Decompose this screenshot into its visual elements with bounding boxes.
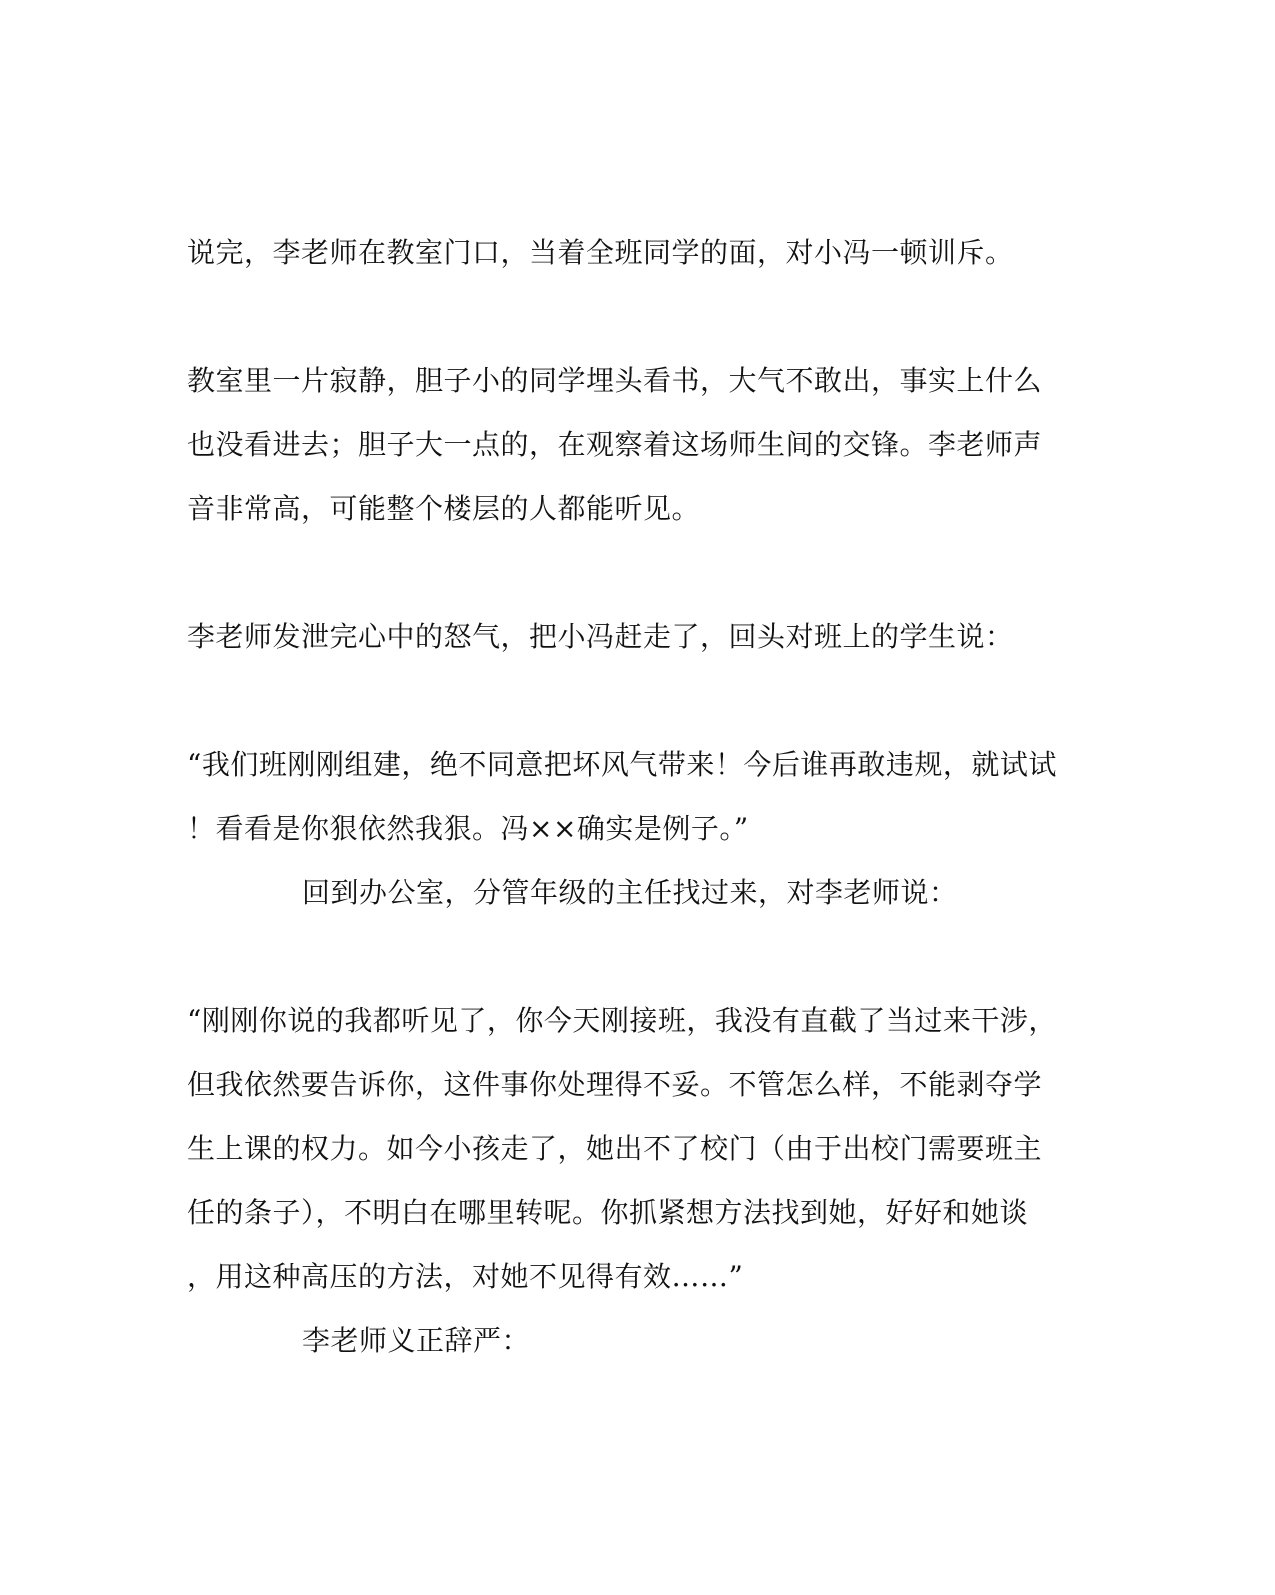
- quote-line: ！看看是你狠依然我狠。冯××确实是例子。”: [187, 812, 749, 845]
- indented-line: 李老师义正辞严：: [302, 1324, 531, 1357]
- quote-line: 生上课的权力。如今小孩走了，她出不了校门（由于出校门需要班主: [187, 1132, 1043, 1165]
- quote-line: ，用这种高压的方法，对她不见得有效……”: [187, 1260, 744, 1293]
- paragraph-line: 也没看进去；胆子大一点的，在观察着这场师生间的交锋。李老师声: [187, 428, 1043, 461]
- quote-line: 任的条子），不明白在哪里转呢。你抓紧想方法找到她，好好和她谈: [187, 1196, 1029, 1229]
- paragraph-line: 说完，李老师在教室门口，当着全班同学的面，对小冯一顿训斥。: [187, 236, 1014, 269]
- quote-line: “刚刚你说的我都听见了，你今天刚接班，我没有直截了当过来干涉，: [187, 1004, 1057, 1037]
- indented-line: 回到办公室，分管年级的主任找过来，对李老师说：: [302, 876, 958, 909]
- paragraph-line: 音非常高，可能整个楼层的人都能听见。: [187, 492, 701, 525]
- paragraph-line: 李老师发泄完心中的怒气，把小冯赶走了，回头对班上的学生说：: [187, 620, 1014, 653]
- quote-line: 但我依然要告诉你，这件事你处理得不妥。不管怎么样，不能剥夺学: [187, 1068, 1043, 1101]
- quote-line: “我们班刚刚组建，绝不同意把坏风气带来！今后谁再敢违规，就试试: [187, 748, 1057, 781]
- paragraph-line: 教室里一片寂静，胆子小的同学埋头看书，大气不敢出，事实上什么: [187, 364, 1043, 397]
